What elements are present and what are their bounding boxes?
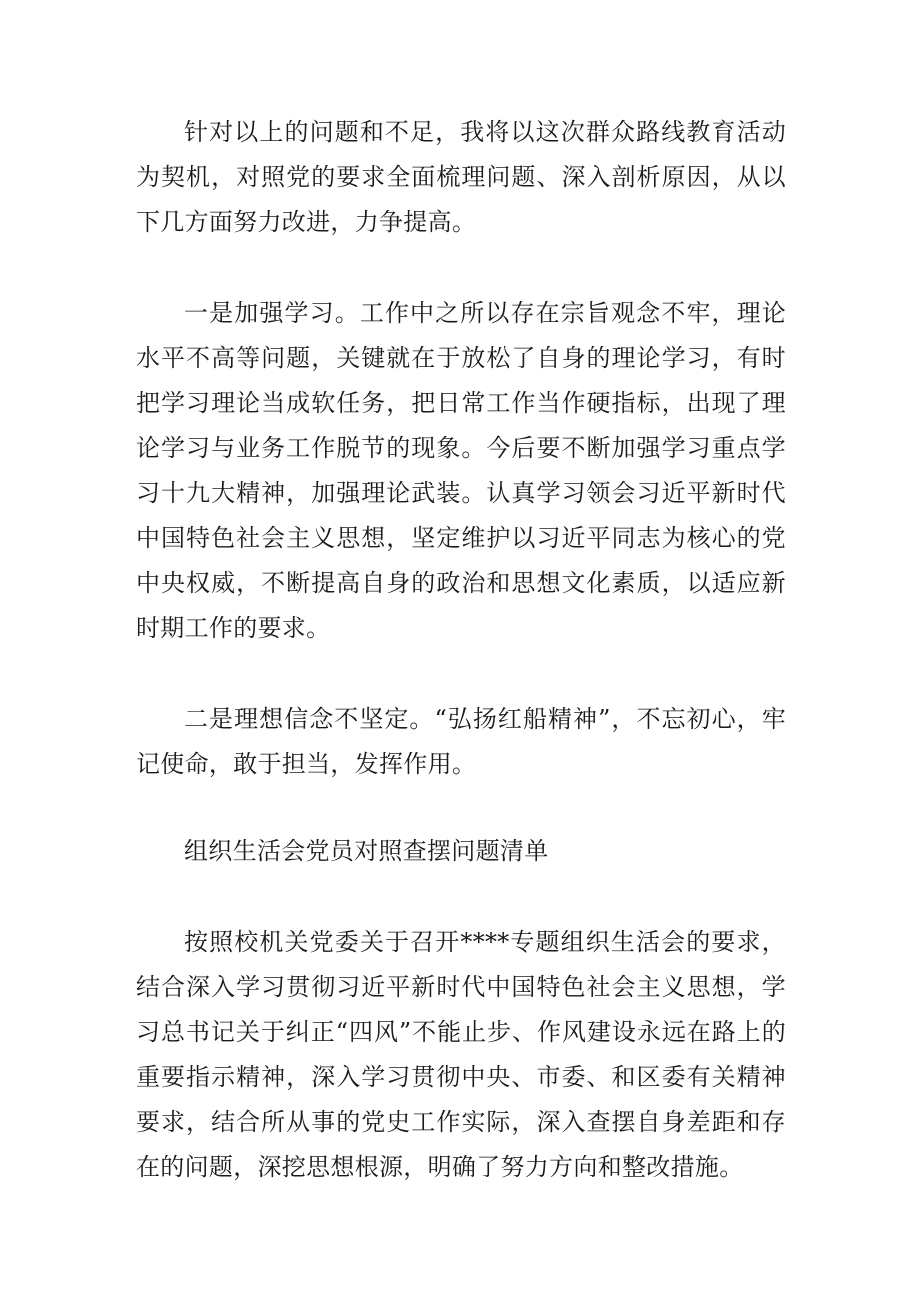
paragraph-spacer — [136, 787, 786, 829]
paragraph-spacer — [136, 245, 786, 291]
document-body — [136, 110, 786, 1190]
section-heading: 组织生活会党员对照查摆问题清单 — [184, 837, 549, 865]
paragraph-spacer — [136, 874, 786, 920]
paragraph-spacer — [136, 651, 786, 697]
paragraph-improvement-intro: 针对以上的问题和不足，我将以这次群众路线教育活动为契机，对照党的要求全面梳理问题、深入剖析原因，从以下几方面努力改进，力争提高。 — [136, 118, 786, 236]
paragraph-meeting-requirements: 按照校机关党委关于召开****专题组织生活会的要求，结合深入学习贯彻习近平新时代中国特色社会主义思想，学习总书记关于纠正“四风”不能止步、作风建设永远在路上的重要指示精神，深入学习贯彻中央、市委、和区委有关精神要求，结合所从事的党史工作实际，深入查摆自身差距和存在的问题，深挖思想根源，明确了努力方向和整改措施。 — [136, 928, 786, 1181]
paragraph-ideals-beliefs: 二是理想信念不坚定。“弘扬红船精神”，不忘初心，牢记使命，敢于担当，发挥作用。 — [136, 705, 786, 778]
paragraph-strengthen-study: 一是加强学习。工作中之所以存在宗旨观念不牢，理论水平不高等问题，关键就在于放松了自身的理论学习，有时把学习理论当成软任务，把日常工作当作硬指标，出现了理论学习与业务工作脱节的现象。今后要不断加强学习重点学习十九大精神，加强理论武装。认真学习领会习近平新时代中国特色社会主义思想，坚定维护以习近平同志为核心的党中央权威，不断提高自身的政治和思想文化素质，以适应新时期工作的要求。 — [136, 299, 786, 642]
